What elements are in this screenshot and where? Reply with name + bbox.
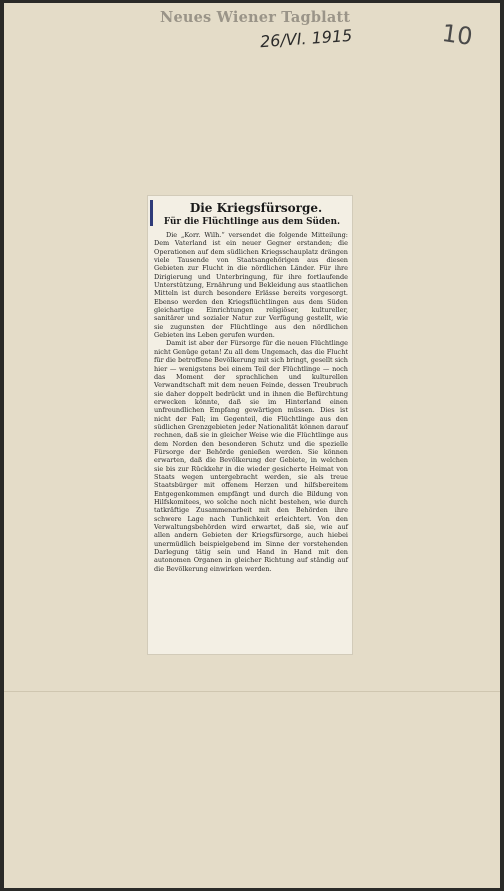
newspaper-masthead: Neues Wiener Tagblatt	[160, 9, 351, 26]
article-subtitle: Für die Flüchtlinge aus dem Süden.	[163, 217, 341, 227]
handwritten-page-number: 10	[440, 19, 475, 51]
article-paragraph: Die „Korr. Wilh.“ versendet die folgende Mitteilung: Dem Vaterland ist ein neuer Gegner erstanden; die Operationen auf dem südlichen Kriegsschauplatz drängen viele Tausende von Staatsangehörigen aus diesen Gebieten zur Flucht in die nördlichen Länder. Für ihre Dirigierung und Unterbringung, für ihre fortlaufende Unterstützung, Ernährung und Bekleidung aus staatlichen Mitteln ist durch besondere Erlässe bereits vorgesorgt. Ebenso werden den Kriegsflüchtlingen aus dem Süden gleichartige Einrichtungen religiöser, kultureller, sanitärer und sozialer Natur zur Verfügung gestellt, wie sie zugunsten der Flüchtlinge aus den nördlichen Gebieten ins Leben gerufen wurden.	[154, 231, 348, 340]
newspaper-clipping	[147, 195, 353, 655]
handwritten-date: 26/VI. 1915	[259, 25, 353, 52]
article-paragraph: Damit ist aber der Fürsorge für die neuen Flüchtlinge nicht Genüge getan! Zu all dem Ungemach, das die Flucht für die betroffene Bevölkerung mit sich bringt, gesellt sich hier — wenigstens bei einem Teil der Flüchtlinge — noch das Moment der sprachlichen und kulturellen Verwandtschaft mit dem neuen Feinde, dessen Treubruch sie daher doppelt bedrückt und in ihnen die Befürchtung erwecken könnte, daß sie im Hinterland einen unfreundlichen Empfang gewärtigen müssen. Dies ist nicht der Fall; im Gegenteil, die Flüchtlinge aus den südlichen Grenzgebieten jeder Nationalität können darauf rechnen, daß sie in gleicher Weise wie die Flüchtlinge aus dem Norden den besonderen Schutz und die spezielle Fürsorge der Behörde genießen werden. Sie können erwarten, daß die Bevölkerung der Gebiete, in welchen sie bis zur Rückkehr in die wieder gesicherte Heimat von Staats wegen untergebracht werden, sie als treue Staatsbürger mit offenem Herzen und hilfsbereitem Entgegenkommen empfängt und durch die Bildung von Hilfskomitees, wo solche noch nicht bestehen, wie durch tatkräftige Zusammenarbeit mit den Behörden ihre schwere Lage nach Tunlichkeit erleichtert. Von den Verwaltungsbehörden wird erwartet, daß sie, wie auf allen andern Gebieten der Kriegsfürsorge, auch hiebei unermüdlich beispielgebend im Sinne der vorstehenden Darlegung tätig sein und Hand in Hand mit den autonomen Organen in gleicher Richtung auf ständig auf die Bevölkerung einwirken werden.	[154, 339, 348, 573]
article-body	[154, 231, 348, 573]
article-title: Die Kriegsfürsorge.	[189, 201, 323, 215]
archive-sheet	[4, 3, 500, 888]
clipping-marker	[150, 200, 153, 226]
